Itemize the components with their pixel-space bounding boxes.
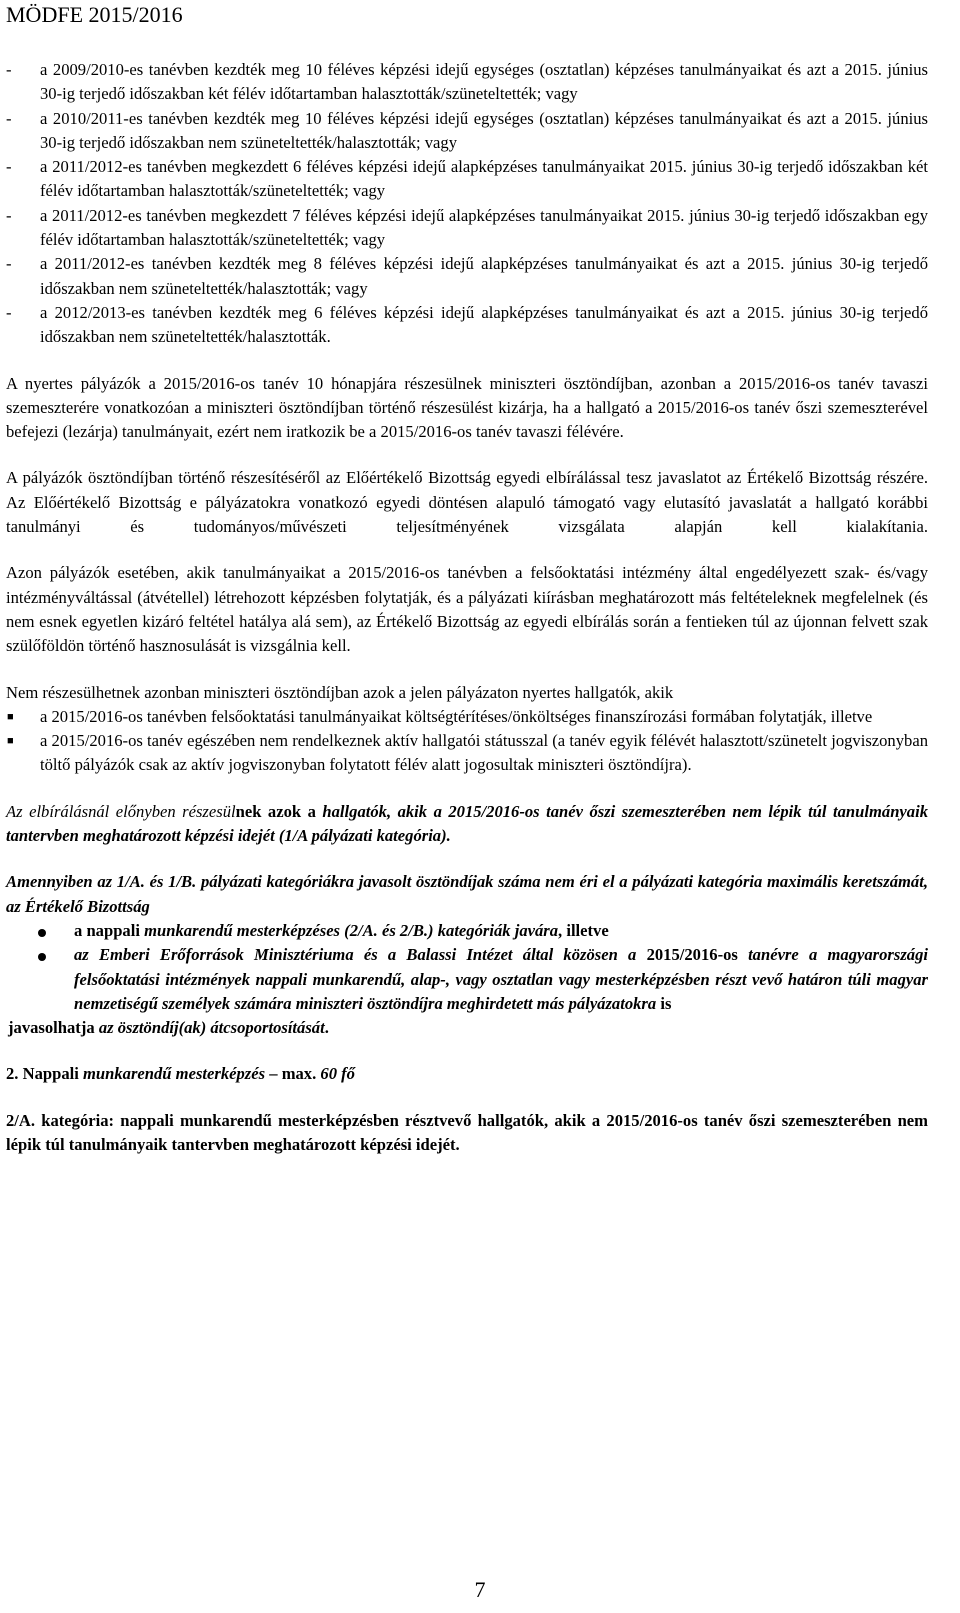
paragraph-category-2a: 2/A. kategória: nappali munkarendű mesterképzésben résztvevő hallgatók, akik a 2015/2016-os tanév őszi szemeszterében nem lépik túl tanulmányaik tantervben meghatározott képzési idejét. <box>6 1110 928 1154</box>
square-list-item: ■ a 2015/2016-os tanévben felsőoktatási tanulmányaikat költségtérítéses/önköltséges finanszírozási formában folytatják, illetve <box>6 705 928 729</box>
round-bullet-icon <box>38 953 46 961</box>
paragraph-preference: Az elbírálásnál előnyben részesülnek azok a hallgatók, akik a 2015/2016-os tanév őszi szemeszterében nem lépik túl tanulmányaik tantervben meghatározott képzési idejét (1/A pályázati kategória). <box>6 801 928 846</box>
paragraph-transfer: Azon pályázók esetében, akik tanulmányaikat a 2015/2016-os tanévben a felsőoktatási intézmény által engedélyezett szak- és/vagy intézményváltással (átvétellel) létrehozott képzésben folytatják, és a pályázati kiírásban meghatározott más feltételeknek megfelelnek (és nem esnek egyetlen kizáró feltétel hatálya alá sem), az Értékelő Bizottság az egyedi elbírálás során a fentieken túl az újonnan felvett szak szülőföldön történő hasznosulását is vizsgálnia kell. <box>6 563 928 656</box>
paragraph-reallocation: Amennyiben az 1/A. és 1/B. pályázati kategóriákra javasolt ösztöndíjak száma nem éri el a pályázati kategória maximális keretszámát, az Értékelő Bizottság <box>6 872 928 916</box>
paragraph-scholarship-period: A nyertes pályázók a 2015/2016-os tanév 10 hónapjára részesülnek miniszteri ösztöndíjban, azonban a 2015/2016-os tanév tavaszi szemeszterére vonatkozóan a miniszteri ösztöndíjban történő részesülést kizárja, ha a hallgató a 2015/2016-os tanév őszi szemeszterével befejezi (lezárja) tanulmányait, ezért nem iratkozik be a 2015/2016-os tanév tavaszi félévére. <box>6 373 928 442</box>
paragraph-recommend: javasolhatja az ösztöndíj(ak) átcsoportosítását. <box>8 1018 329 1038</box>
dash-list-item: - a 2010/2011-es tanévben kezdték meg 10 féléves képzési idejű egységes (osztatlan) képzéses tanulmányaikat és azt a 2015. június 30-ig terjedő időszakban nem szüneteltették/halasztották; vagy <box>6 108 928 152</box>
section-heading: 2. Nappali munkarendű mesterképzés – max. 60 fő <box>6 1064 355 1084</box>
dash-list-item: - a 2009/2010-es tanévben kezdték meg 10 féléves képzési idejű egységes (osztatlan) képzéses tanulmányaikat és azt a 2015. június 30-ig terjedő időszakban két félév időtartamban halasztották/szüneteltették; vagy <box>6 60 928 104</box>
dash-list-item: - a 2011/2012-es tanévben megkezdett 7 féléves képzési idejű alapképzéses tanulmányaikat 2015. június 30-ig terjedő időszakban egy félév időtartamban halasztották/szüneteltették; vagy <box>6 205 928 250</box>
dash-list-item: - a 2012/2013-es tanévben kezdték meg 6 féléves képzési idejű alapképzéses tanulmányaikat és azt a 2015. június 30-ig terjedő időszakban nem szüneteltették/halasztották. <box>6 302 928 347</box>
document-body <box>6 58 928 1157</box>
square-bullet-icon: ■ <box>7 735 14 748</box>
bullet-item: az Emberi Erőforrások Minisztériuma és a Balassi Intézet által közösen a 2015/2016-os tanévre a magyarországi felsőoktatási intézmények nappali munkarendű, alap-, vagy osztatlan vagy mesterképzésben részt vevő határon túli magyar nemzetiségű személyek számára miniszteri ösztöndíjra meghirdetett más pályázatokra is <box>6 943 928 1016</box>
document-header: MÖDFE 2015/2016 <box>6 2 183 27</box>
page-number: 7 <box>474 1577 486 1602</box>
bullet-item: a nappali munkarendű mesterképzéses (2/A. és 2/B.) kategóriák javára, illetve <box>6 919 928 943</box>
dash-list-item: - a 2011/2012-es tanévben kezdték meg 8 féléves képzési idejű alapképzéses tanulmányaikat és azt a 2015. június 30-ig terjedő időszakban nem szüneteltették/halasztották; vagy <box>6 254 928 298</box>
paragraph-exclusion-intro: Nem részesülhetnek azonban miniszteri ösztöndíjban azok a jelen pályázaton nyertes hallgatók, akik <box>6 682 674 702</box>
square-list-item: ■ a 2015/2016-os tanév egészében nem rendelkeznek aktív hallgatói státusszal (a tanév egyik félévét halasztott/szünetelt jogviszonyban töltő pályázók csak az aktív jogviszonyban folytatott félév alatt jogosultak miniszteri ösztöndíjra). <box>7 731 928 775</box>
square-bullet-icon: ■ <box>7 710 14 723</box>
round-bullet-icon <box>38 929 46 937</box>
paragraph-evaluation: A pályázók ösztöndíjban történő részesítéséről az Előértékelő Bizottság egyedi elbírálással tesz javaslatot az Értékelő Bizottság részére. Az Előértékelő Bizottság e pályázatokra vonatkozó egyedi döntésen alapuló támogató vagy elutasító javaslatát a hallgató korábbi tanulmányi és tudományos/művészeti teljesítményének vizsgálata alapján kell kialakítania. <box>6 468 928 537</box>
dash-list-item: - a 2011/2012-es tanévben megkezdett 6 féléves képzési idejű alapképzéses tanulmányaikat 2015. június 30-ig terjedő időszakban két félév időtartamban halasztották/szüneteltették; vagy <box>6 157 928 201</box>
